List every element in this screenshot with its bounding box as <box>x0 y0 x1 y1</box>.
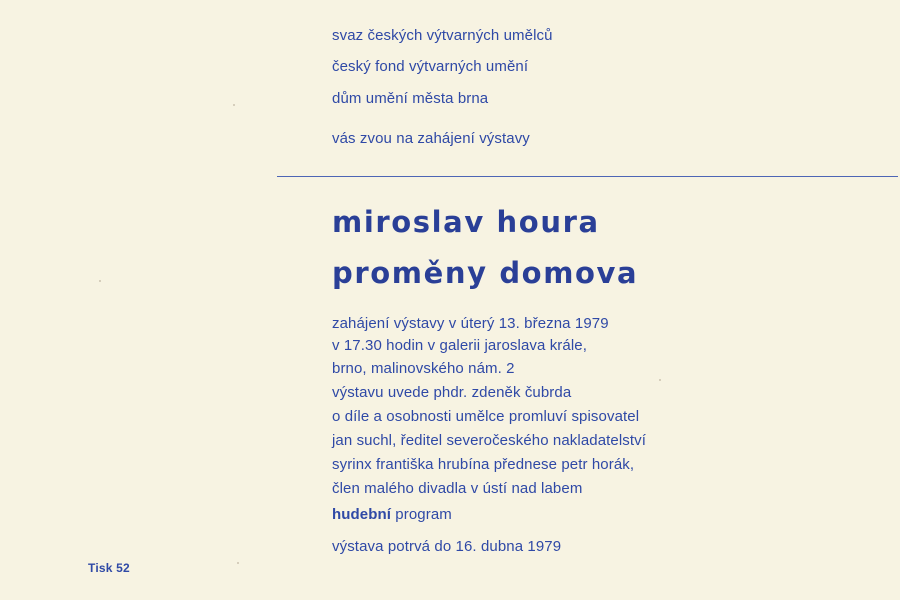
closing-line: výstava potrvá do 16. dubna 1979 <box>332 538 562 555</box>
organizer-line-2: český fond výtvarných umění <box>332 58 529 75</box>
exhibition-title: proměny domova <box>332 256 639 290</box>
detail-line-2: v 17.30 hodin v galerii jaroslava krále, <box>332 337 587 354</box>
paper-speck <box>237 562 239 564</box>
program-rest: program <box>391 506 452 523</box>
invitation-line: vás zvou na zahájení výstavy <box>332 130 530 147</box>
paper-speck <box>659 379 661 381</box>
detail-line-8: člen malého divadla v ústí nad labem <box>332 480 583 497</box>
paper-speck <box>233 104 235 106</box>
paper-speck <box>99 280 101 282</box>
artist-name: miroslav houra <box>332 205 600 239</box>
divider-line <box>277 176 898 177</box>
organizer-line-1: svaz českých výtvarných umělců <box>332 27 553 44</box>
detail-line-3: brno, malinovského nám. 2 <box>332 360 515 377</box>
program-line <box>332 506 452 524</box>
detail-line-7: syrinx františka hrubína přednese petr horák, <box>332 456 635 473</box>
detail-line-5: o díle a osobnosti umělce promluví spisovatel <box>332 408 640 425</box>
print-mark: Tisk 52 <box>88 561 130 575</box>
detail-line-4: výstavu uvede phdr. zdeněk čubrda <box>332 384 572 401</box>
detail-line-6: jan suchl, ředitel severočeského nakladatelství <box>332 432 647 449</box>
detail-line-1: zahájení výstavy v úterý 13. března 1979 <box>332 315 609 332</box>
program-bold-word: hudební <box>332 506 392 523</box>
organizer-line-3: dům umění města brna <box>332 90 489 107</box>
